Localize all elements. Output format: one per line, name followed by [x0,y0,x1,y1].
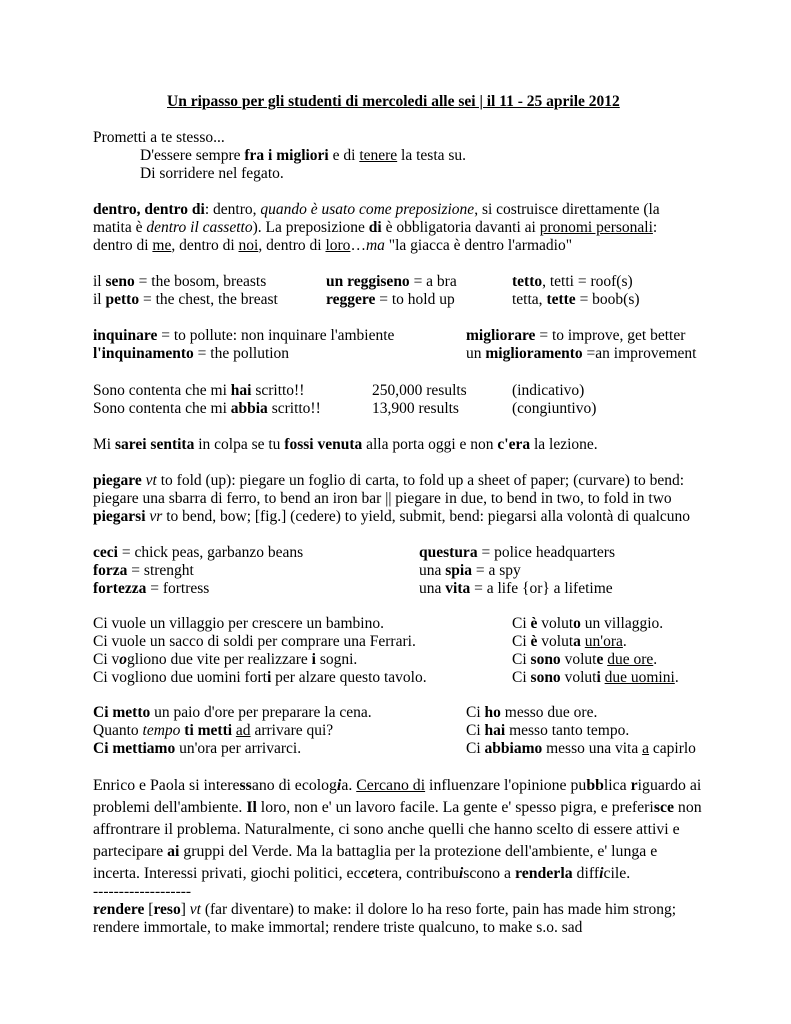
paragraph-line-5: incerta. Interessi privati, giochi politici, eccetera, contribuiscono a renderla difficile. [93,865,631,882]
results-count-2: 13,900 results [372,400,459,417]
paragraph-line-4: partecipare ai gruppi del Verde. Ma la battaglia per la protezione dell'ambiente, e' lunga e [93,843,658,860]
vocab-migliorare: migliorare = to improve, get better [466,327,686,344]
dentro-line-2: matita è dentro il cassetto). La preposizione di è obbligatoria davanti ai pronomi personali: [93,219,658,236]
results-mood-1: (indicativo) [512,382,585,399]
paragraph-line-1: Enrico e Paola si interessano di ecologia. Cercano di influenzare l'opinione pubblica riguardo ai [93,777,702,794]
sentita-sentence: Mi sarei sentita in colpa se tu fossi venuta alla porta oggi e non c'era la lezione. [93,436,598,453]
vuole-right-2: Ci è voluta un'ora. [512,633,627,650]
vocab-vita: una vita = a life {or} a lifetime [419,580,613,597]
dentro-line-3: dentro di me, dentro di noi, dentro di loro…ma "la giacca è dentro l'armadio" [93,237,573,254]
separator-dashes: ------------------- [93,883,192,900]
vocab-tetto: tetto, tetti = roof(s) [512,273,633,290]
mettere-left-3: Ci mettiamo un'ora per arrivarci. [93,740,302,757]
results-sentence-2: Sono contenta che mi abbia scritto!! [93,400,321,417]
piegare-line-1: piegare vt to fold (up): piegare un foglio di carta, to fold up a sheet of paper; (curvare) to bend: [93,472,685,489]
paragraph-line-2: problemi dell'ambiente. Il loro, non e' un lavoro facile. La gente e' spesso pigra, e preferisce non [93,799,702,816]
vocab-ceci: ceci = chick peas, garbanzo beans [93,544,304,561]
document-title: Un ripasso per gli studenti di mercoledi alle sei | il 11 - 25 aprile 2012 [167,93,620,110]
promise-line-1: D'essere sempre fra i migliori e di tenere la testa su. [140,147,467,164]
vocab-questura: questura = police headquarters [419,544,615,561]
vocab-forza: forza = strenght [93,562,194,579]
dentro-line-1: dentro, dentro di: dentro, quando è usato come preposizione, si costruisce direttamente (la [93,201,660,218]
mettere-right-3: Ci abbiamo messo una vita a capirlo [466,740,696,757]
vocab-tette: tetta, tette = boob(s) [512,291,640,308]
results-sentence-1: Sono contenta che mi hai scritto!! [93,382,305,399]
paragraph-line-3: affrontrare il problema. Naturalmente, ci sono anche quelli che hanno scelto di essere attivi e [93,821,680,838]
results-mood-2: (congiuntivo) [512,400,597,417]
vocab-petto: il petto = the chest, the breast [93,291,278,308]
vuole-left-4: Ci vogliono due uomini forti per alzare questo tavolo. [93,669,427,686]
vuole-right-1: Ci è voluto un villaggio. [512,615,664,632]
piegare-line-3: piegarsi vr to bend, bow; [fig.] (cedere) to yield, submit, bend: piegarsi alla volontà di qualcuno [93,508,691,525]
mettere-left-2: Quanto tempo ti metti ad arrivare qui? [93,722,334,739]
vocab-reggere: reggere = to hold up [326,291,455,308]
rendere-line-1: rendere [reso] vt (far diventare) to make: il dolore lo ha reso forte, pain has made him strong; [93,901,677,918]
vuole-right-4: Ci sono voluti due uomini. [512,669,679,686]
vuole-right-3: Ci sono volute due ore. [512,651,658,668]
vocab-spia: una spia = a spy [419,562,521,579]
vocab-seno: il seno = the bosom, breasts [93,273,267,290]
promise-line-2: Di sorridere nel fegato. [140,165,284,182]
vocab-inquinamento: l'inquinamento = the pollution [93,345,290,362]
vocab-reggiseno: un reggiseno = a bra [326,273,457,290]
promise-intro: Prometti a te stesso... [93,129,225,146]
mettere-left-1: Ci metto un paio d'ore per preparare la cena. [93,704,372,721]
vuole-left-1: Ci vuole un villaggio per crescere un bambino. [93,615,384,632]
vuole-left-3: Ci vogliono due vite per realizzare i sogni. [93,651,358,668]
rendere-line-2: rendere immortale, to make immortal; rendere triste qualcuno, to make s.o. sad [93,919,583,936]
vocab-inquinare: inquinare = to pollute: non inquinare l'ambiente [93,327,395,344]
vuole-left-2: Ci vuole un sacco di soldi per comprare una Ferrari. [93,633,416,650]
mettere-right-2: Ci hai messo tanto tempo. [466,722,630,739]
vocab-fortezza: fortezza = fortress [93,580,210,597]
mettere-right-1: Ci ho messo due ore. [466,704,598,721]
results-count-1: 250,000 results [372,382,467,399]
vocab-miglioramento: un miglioramento =an improvement [466,345,697,362]
piegare-line-2: piegare una sbarra di ferro, to bend an iron bar || piegare in due, to bend in two, to fold in two [93,490,672,507]
